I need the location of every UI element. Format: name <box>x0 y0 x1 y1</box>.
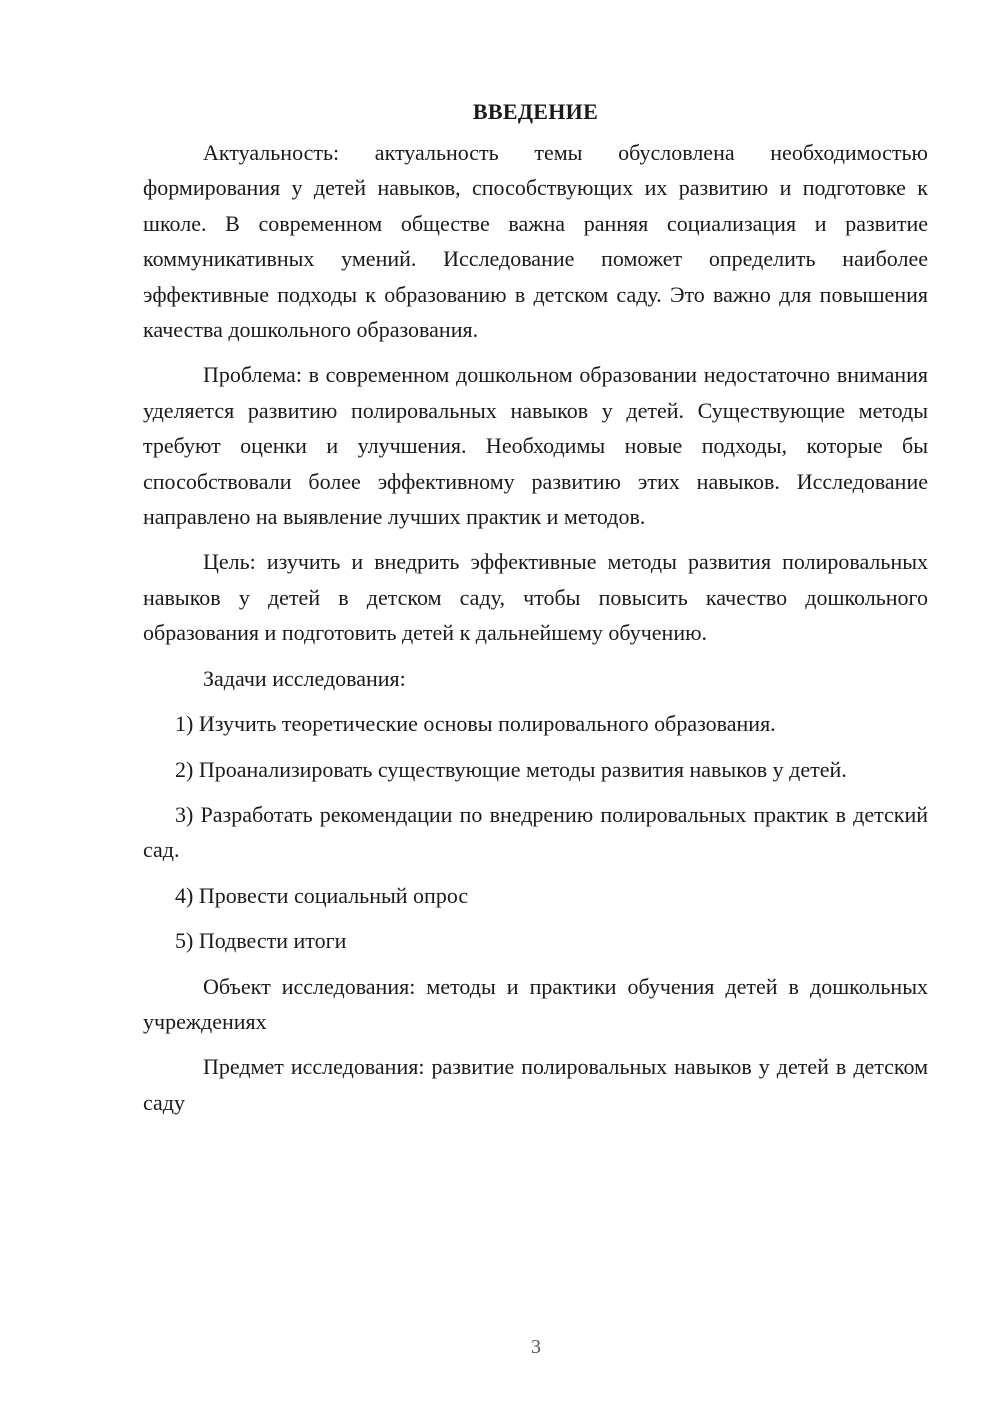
paragraph-goal: Цель: изучить и внедрить эффективные методы развития полировальных навыков у детей в детском саду, чтобы повысить качество дошкольного образования и подготовить детей к дальнейшему обучению. <box>143 549 928 646</box>
paragraph-relevance: Актуальность: актуальность темы обусловлена необходимостью формирования у детей навыков, способствующих их развитию и подготовке к школе. В современном обществе важна ранняя социализация и развитие коммуникативных умений. Исследование поможет определить наиболее эффективные подходы к образованию в детском саду. Это важно для повышения качества дошкольного образования. <box>143 140 928 343</box>
task-item-5: 5) Подвести итоги <box>175 928 347 954</box>
task-item-3: 3) Разработать рекомендации по внедрению полировальных практик в детский сад. <box>143 801 928 863</box>
paragraph-tasks-heading: Задачи исследования: <box>203 665 406 691</box>
task-item-2: 2) Проанализировать существующие методы развития навыков у детей. <box>175 756 847 782</box>
paragraph-object: Объект исследования: методы и практики обучения детей в дошкольных учреждениях <box>143 973 928 1034</box>
paragraph-problem: Проблема: в современном дошкольном образовании недостаточно внимания уделяется развитию полировальных навыков у детей. Существующие методы требуют оценки и улучшения. Необходимы новые подходы, которые бы способствовали более эффективному развитию этих навыков. Исследование направлено на выявление лучших практик и методов. <box>143 362 928 530</box>
task-item-4: 4) Провести социальный опрос <box>175 882 469 908</box>
page-title: ВВЕДЕНИЕ <box>472 99 599 124</box>
task-item-1: 1) Изучить теоретические основы полировального образования. <box>175 711 776 737</box>
paragraph-subject: Предмет исследования: развитие полировальных навыков у детей в детском саду <box>143 1054 928 1115</box>
page-number: 3 <box>531 1336 541 1358</box>
page-content <box>143 94 928 1130</box>
